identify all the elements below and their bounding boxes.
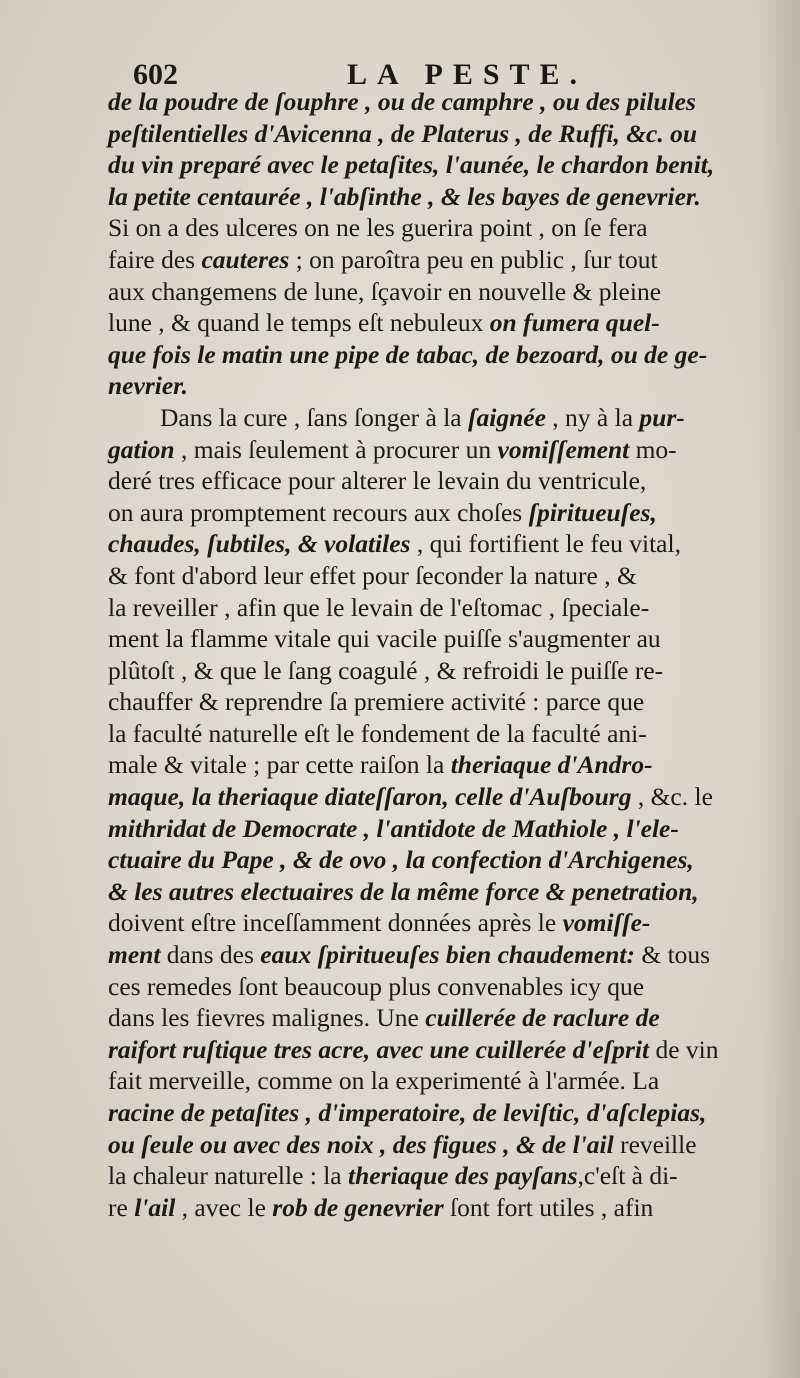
text-run: , ny à la [545, 402, 640, 432]
text-line [108, 1129, 768, 1161]
text-line [108, 370, 768, 402]
text-line [108, 686, 768, 718]
page-number: 602 [133, 58, 178, 91]
italic-text-run: que fois le matin une pipe de tabac, de bezoard, ou de ge- [108, 339, 708, 369]
text-run: dans des [160, 940, 261, 970]
text-line [108, 623, 768, 655]
text-run: ment la flamme vitale qui vacile puiſſe s'augmenter au [108, 624, 661, 654]
text-run: & tous [635, 940, 711, 970]
text-line [108, 939, 768, 971]
italic-text-run: maque, la theriaque diateſſaron, celle d'Auſbourg [108, 782, 632, 812]
text-run: ſont fort utiles , afin [443, 1192, 654, 1222]
italic-text-run: racine de petaſites , d'imperatoire, de leviſtic, d'aſclepias, [108, 1098, 707, 1127]
text-line [108, 181, 768, 213]
text-line [108, 907, 768, 939]
italic-text-run: ou ſeule ou avec des noix , des figues , & de l'ail [108, 1129, 614, 1159]
text-line [108, 971, 768, 1003]
text-run: ,c'eſt à di- [577, 1161, 678, 1191]
italic-text-run: pur- [639, 402, 685, 432]
italic-text-run: ment [108, 940, 161, 970]
italic-text-run: de la poudre de ſouphre , ou de camphre , ou des pilules [108, 87, 696, 116]
text-run: deré tres efficace pour alterer le levain du ventricule, [108, 466, 647, 496]
italic-text-run: on fumera quel- [489, 308, 660, 338]
italic-text-run: raifort ruſtique tres acre, avec une cuillerée d'eſprit [108, 1034, 650, 1064]
italic-text-run: chaudes, ſubtiles, & volatiles [108, 529, 411, 559]
text-line [108, 655, 768, 687]
text-line [108, 307, 768, 339]
text-run: , qui fortifient le feu vital, [410, 529, 681, 559]
italic-text-run: ſpiritueuſes, [528, 497, 657, 527]
italic-text-run: vomiſſement [497, 434, 630, 464]
text-run: male & vitale ; par cette raiſon la [108, 750, 451, 780]
italic-text-run: nevrier. [108, 371, 189, 401]
italic-text-run: theriaque des payſans [348, 1161, 578, 1191]
text-line [108, 149, 768, 181]
text-line [108, 813, 768, 845]
text-run: reveille [613, 1129, 697, 1159]
text-line [108, 118, 768, 150]
text-line [108, 528, 768, 560]
text-line [108, 86, 768, 118]
italic-text-run: gation [108, 434, 175, 464]
text-run: , &c. le [631, 782, 713, 812]
italic-text-run: la petite centaurée , l'abſinthe , & les bayes de genevrier. [108, 181, 701, 211]
text-line [108, 876, 768, 908]
text-run: ; on paroîtra peu en public , ſur tout [289, 244, 658, 274]
body-text [108, 86, 768, 1223]
text-run: ces remedes ſont beaucoup plus convenables icy que [108, 971, 645, 1001]
text-line [108, 244, 768, 276]
running-title: LA PESTE. [347, 58, 588, 91]
text-run: re [108, 1192, 135, 1222]
italic-text-run: peſtilentielles d'Avicenna , de Platerus , de Ruffi, &c. ou [108, 118, 698, 148]
text-run: Dans la cure , ſans ſonger à la [160, 402, 469, 432]
text-line [108, 434, 768, 466]
italic-text-run: mithridat de Democrate , l'antidote de Mathiole , l'ele- [108, 813, 679, 843]
italic-text-run: cuillerée de raclure de [425, 1003, 660, 1033]
text-line [108, 1097, 768, 1129]
text-line [108, 560, 768, 592]
text-line [108, 276, 768, 308]
text-line [108, 1002, 768, 1034]
text-run: fait merveille, comme on la experimenté à l'armée. La [108, 1066, 660, 1096]
text-run: la faculté naturelle eſt le fondement de la faculté ani- [108, 718, 647, 748]
text-run: Si on a des ulceres on ne les guerira point , on ſe fera [108, 213, 648, 243]
italic-text-run: ſaignée [468, 402, 546, 432]
text-line [108, 1034, 768, 1066]
italic-text-run: l'ail [134, 1192, 176, 1222]
text-run: doivent eſtre inceſſamment données après le [108, 908, 563, 938]
text-line [108, 592, 768, 624]
text-run: mo- [629, 434, 677, 464]
italic-text-run: du vin preparé avec le petaſites, l'aunée, le chardon benit, [108, 150, 715, 180]
italic-text-run: theriaque d'Andro- [450, 750, 653, 780]
text-line [108, 844, 768, 876]
text-run: la reveiller , afin que le levain de l'eſtomac , ſpeciale- [108, 592, 650, 622]
text-line [108, 497, 768, 529]
italic-text-run: ctuaire du Pape , & de ovo , la confection d'Archigenes, [108, 845, 694, 875]
italic-text-run: eaux ſpiritueuſes bien chaudement: [260, 940, 635, 970]
text-line [108, 339, 768, 371]
text-line [108, 1065, 768, 1097]
italic-text-run: rob de genevrier [272, 1192, 444, 1222]
italic-text-run: cauteres [201, 244, 290, 274]
text-run: faire des [108, 244, 202, 274]
text-run: on aura promptement recours aux choſes [108, 497, 529, 527]
text-line [108, 718, 768, 750]
text-run: aux changemens de lune, ſçavoir en nouvelle & pleine [108, 276, 662, 306]
text-line [108, 465, 768, 497]
text-run: , avec le [175, 1192, 273, 1222]
text-run: de vin [649, 1034, 719, 1064]
text-line [108, 781, 768, 813]
text-run: lune , & quand le temps eſt nebuleux [108, 308, 490, 338]
text-line [108, 1160, 768, 1192]
text-run: plûtoſt , & que le ſang coagulé , & refroidi le puiſſe re- [108, 655, 664, 685]
italic-text-run: vomiſſe- [562, 908, 651, 938]
text-line [108, 402, 768, 434]
text-run: chauffer & reprendre ſa premiere activité : parce que [108, 687, 645, 717]
text-line [108, 212, 768, 244]
text-run: dans les fievres malignes. Une [108, 1003, 426, 1033]
text-run: la chaleur naturelle : la [108, 1161, 348, 1191]
text-line [108, 1192, 768, 1224]
text-line [108, 749, 768, 781]
text-run: , mais ſeulement à procurer un [174, 434, 498, 464]
italic-text-run: & les autres electuaires de la même force & penetration, [108, 876, 699, 906]
text-run: & font d'abord leur effet pour ſeconder la nature , & [108, 560, 637, 590]
